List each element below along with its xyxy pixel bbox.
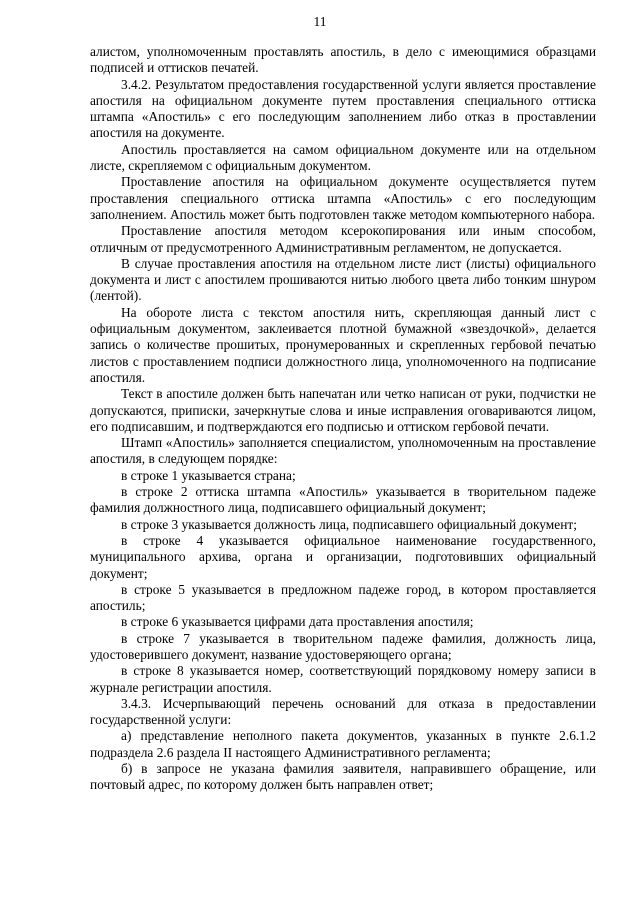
paragraph: На обороте листа с текстом апостиля нить, скрепляющая данный лист с официальным документом, заклеивается плотной бумажной «звездочкой», делается запись о количестве прошитых, пронумерованных и скрепленных гербовой печатью листов с проставлением подписи должностного лица, уполномоченного на подписание апостиля. (90, 304, 596, 385)
paragraph: в строке 6 указывается цифрами дата проставления апостиля; (121, 614, 474, 630)
paragraph: б) в запросе не указана фамилия заявителя, направившего обращение, или почтовый адрес, по которому должен быть направлен ответ; (90, 761, 596, 793)
paragraph: в строке 5 указывается в предложном падеже город, в котором проставляется апостиль; (90, 581, 596, 614)
paragraph: Текст в апостиле должен быть напечатан или четко написан от руки, подчистки не допускаются, приписки, зачеркнутые слова и иные исправления оговариваются лицом, его подписавшим, и подтверждаются его подписью и оттиском гербовой печати. (90, 386, 596, 434)
paragraph: в строке 8 указывается номер, соответствующий порядковому номеру записи в журнале регистрации апостиля. (90, 663, 596, 695)
paragraph: в строке 4 указывается официальное наименование государственного, муниципального архива, органа и организации, подготовивших официальный документ; (90, 532, 596, 581)
paragraph: Проставление апостиля методом ксерокопирования или иным способом, отличным от предусмотренного Административным регламентом, не допускается. (90, 223, 596, 255)
page-number: 11 (313, 14, 327, 29)
paragraph: 3.4.2. Результатом предоставления государственной услуги является проставление апостиля на официальном документе путем проставления специального оттиска штампа «Апостиль» с его последующим заполнением либо отказ в проставлении апостиля на документе. (90, 76, 596, 141)
paragraph: Проставление апостиля на официальном документе осуществляется путем проставления специального оттиска штампа «Апостиль» с его последующим заполнением. Апостиль может быть подготовлен также методом компьютерного набора. (90, 174, 596, 222)
paragraph: Штамп «Апостиль» заполняется специалистом, уполномоченным на проставление апостиля, в следующем порядке: (90, 435, 596, 467)
paragraph: в строке 2 оттиска штампа «Апостиль» указывается в творительном падеже фамилия должностного лица, подписавшего официальный документ; (90, 484, 596, 516)
document-body (90, 44, 596, 794)
paragraph: В случае проставления апостиля на отдельном листе лист (листы) официального документа и лист с апостилем прошиваются нитью любого цвета либо тонким шнуром (лентой). (90, 255, 596, 304)
paragraph: 3.4.3. Исчерпывающий перечень оснований для отказа в предоставлении государственной услуги: (90, 695, 596, 728)
paragraph: Апостиль проставляется на самом официальном документе или на отдельном листе, скрепляемом с официальным документом. (90, 141, 596, 174)
paragraph: в строке 7 указывается в творительном падеже фамилия, должность лица, удостоверившего документ, название удостоверяющего органа; (90, 630, 596, 662)
paragraph: в строке 3 указывается должность лица, подписавшего официальный документ; (121, 516, 577, 532)
paragraph: алистом, уполномоченным проставлять апостиль, в дело с имеющимися образцами подписей и оттисков печатей. (90, 44, 596, 76)
paragraph: а) представление неполного пакета документов, указанных в пункте 2.6.1.2 подраздела 2.6 раздела II настоящего Административного регламента; (90, 728, 596, 760)
paragraph: в строке 1 указывается страна; (121, 467, 296, 483)
